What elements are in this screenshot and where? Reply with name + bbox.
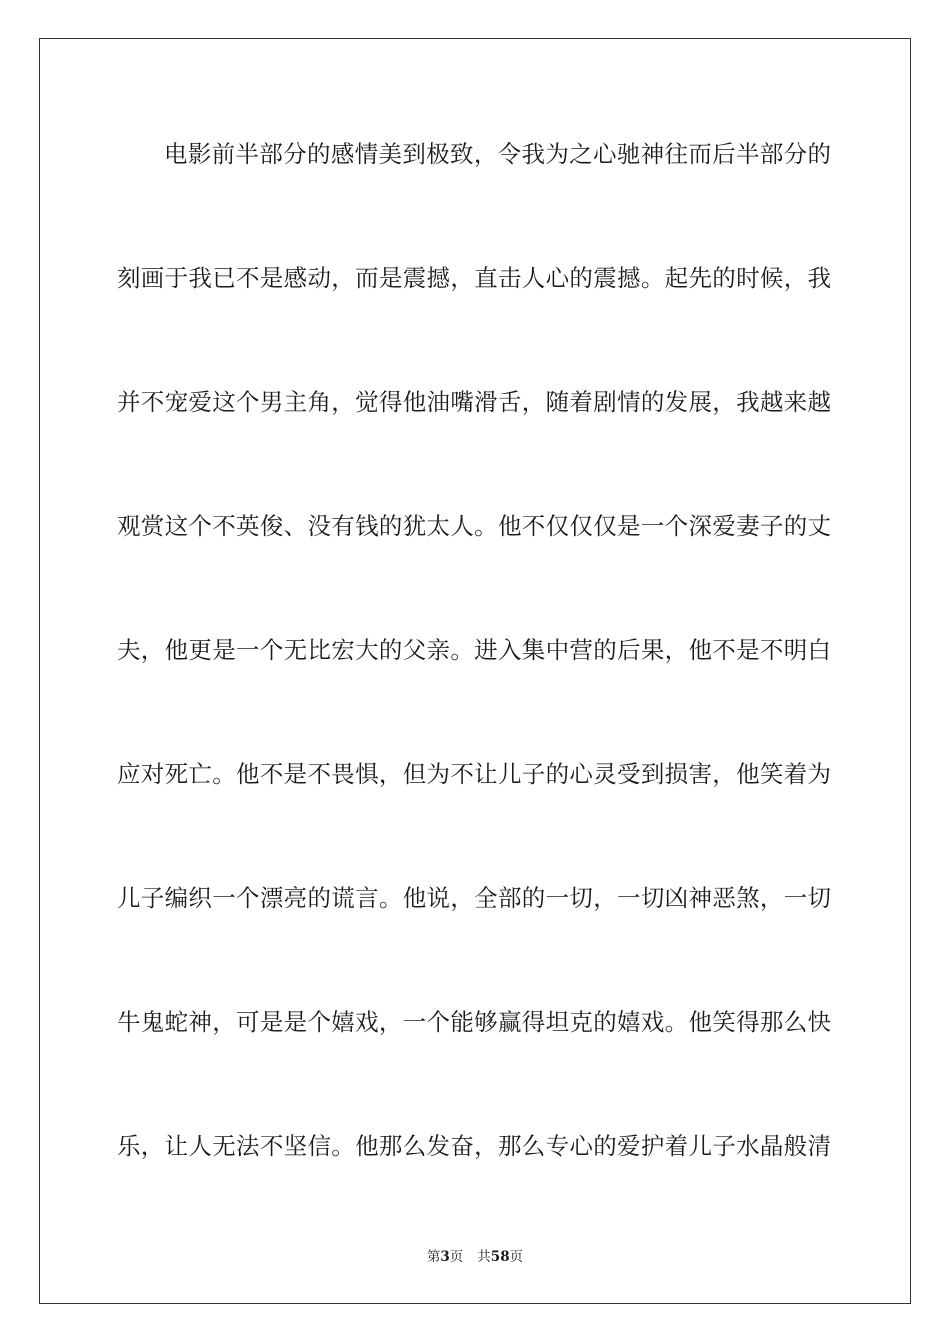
- paragraph-line: 应对死亡。他不是不畏惧，但为不让儿子的心灵受到损害，他笑着为: [117, 760, 831, 788]
- paragraph-line: 夫，他更是一个无比宏大的父亲。进入集中营的后果，他不是不明白: [117, 636, 831, 664]
- paragraph-line: 电影前半部分的感情美到极致，令我为之心驰神往而后半部分的: [164, 140, 831, 168]
- paragraph-line: 刻画于我已不是感动，而是震撼，直击人心的震撼。起先的时候，我: [117, 264, 831, 292]
- total-pages: 58: [490, 1249, 510, 1265]
- page-suffix: 页: [449, 1249, 464, 1265]
- body-paragraph: [117, 124, 831, 1240]
- total-suffix: 页: [509, 1249, 524, 1265]
- page-prefix: 第: [426, 1249, 441, 1265]
- page-number: 3: [440, 1249, 450, 1265]
- paragraph-line: 乐，让人无法不坚信。他那么发奋，那么专心的爱护着儿子水晶般清: [117, 1132, 831, 1160]
- paragraph-line: 观赏这个不英俊、没有钱的犹太人。他不仅仅仅是一个深爱妻子的丈: [117, 512, 831, 540]
- total-prefix: 共: [477, 1249, 491, 1265]
- paragraph-line: 牛鬼蛇神，可是是个嬉戏，一个能够赢得坦克的嬉戏。他笑得那么快: [117, 1008, 831, 1036]
- page-footer: [0, 1247, 950, 1267]
- paragraph-line: 儿子编织一个漂亮的谎言。他说，全部的一切，一切凶神恶煞，一切: [117, 884, 831, 912]
- paragraph-line: 并不宠爱这个男主角，觉得他油嘴滑舌，随着剧情的发展，我越来越: [117, 388, 831, 416]
